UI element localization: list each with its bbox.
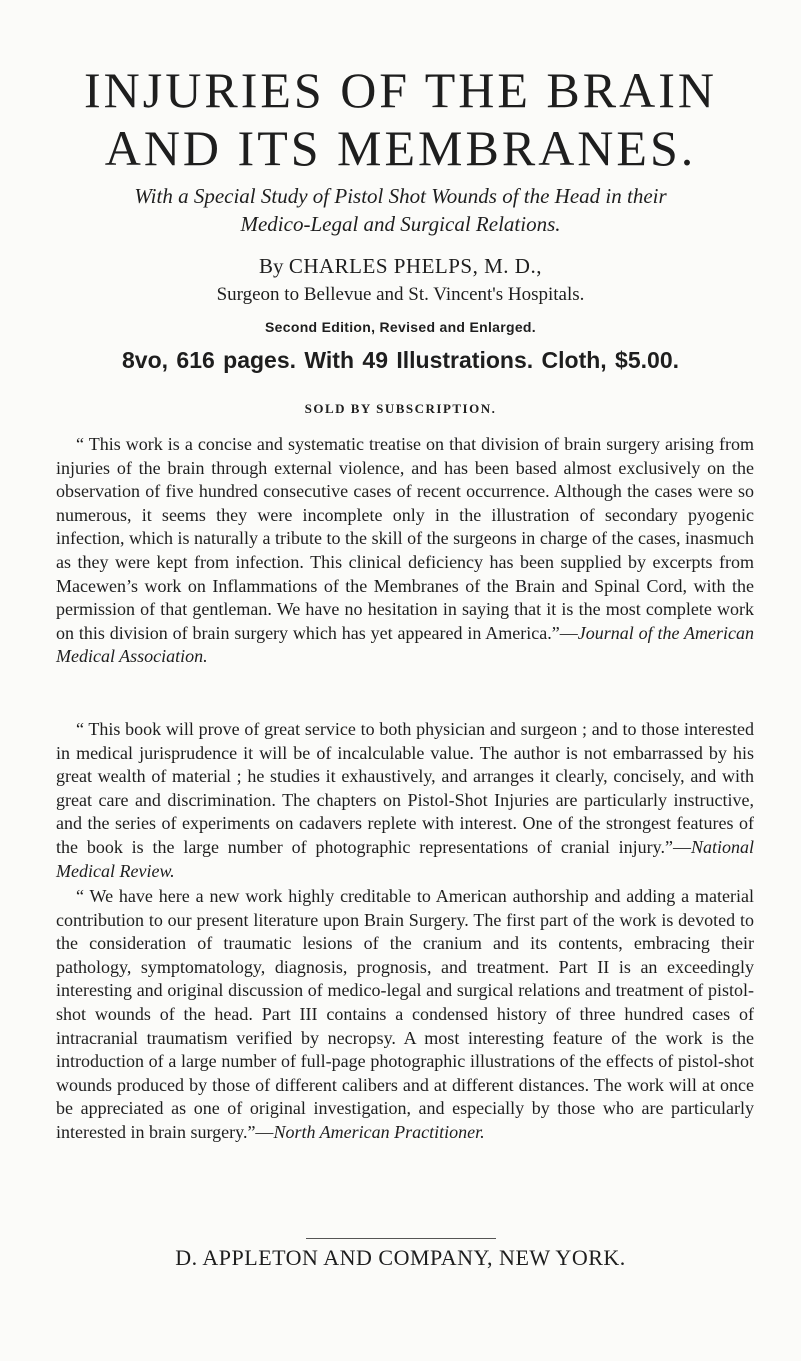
- review-source: Journal of the American Medical Association.: [56, 622, 754, 667]
- review-text: “ We have here a new work highly creditable to American authorship and adding a material contribution to our present literature upon Brain Surgery. The first part of the work is devoted to the consideration of traumatic lesions of the cranium and its contents, embracing their pathology, symptomatology, diagnosis, prognosis, and treatment. Part II is an exceedingly interesting and original discussion of medico-legal and surgical relations and treatment of pistol-shot wounds of the head. Part III contains a condensed history of three hundred cases of intracranial traumatism verified by necropsy. A most interesting feature of the work is the introduction of a large number of full-page photographic illustrations of the effects of pistol-shot wounds produced by those of different calibers and at different distances. The work will at once be appreciated as one of original investigation, and especially by those who are particularly interested in brain surgery.”—: [56, 886, 754, 1142]
- book-specs: 8vo, 616 pages. With 49 Illustrations. Cloth, $5.00.: [121, 347, 679, 373]
- review-source: National Medical Review.: [56, 836, 754, 881]
- review-quote: [56, 718, 754, 883]
- review-source: North American Practitioner.: [273, 1121, 485, 1142]
- author-name: CHARLES PHELPS, M. D.,: [288, 254, 542, 278]
- book-title-line-2: AND ITS MEMBRANES.: [104, 120, 697, 176]
- divider-rule: [306, 1238, 496, 1239]
- author-affiliation: Surgeon to Bellevue and St. Vincent's Hospitals.: [216, 284, 585, 305]
- author-prefix: By: [259, 254, 289, 278]
- publisher-imprint: D. APPLETON AND COMPANY, NEW YORK.: [175, 1245, 626, 1270]
- book-subtitle-line-2: Medico-Legal and Surgical Relations.: [240, 212, 561, 236]
- edition-note: Second Edition, Revised and Enlarged.: [265, 319, 536, 335]
- author-line: [0, 254, 801, 279]
- review-text: “ This work is a concise and systematic treatise on that division of brain surgery arising from injuries of the brain through external violence, and has been based almost exclusively on the observation of five hundred consecutive cases of recent occurrence. Although the cases were so numerous, it seems they were incomplete only in the illustration of secondary pyogenic infection, which is naturally a tribute to the skill of the surgeons in charge of the cases, inasmuch as they were kept from infection. This clinical deficiency has been supplied by excerpts from Macewen’s work on Inflammations of the Membranes of the Brain and Spinal Cord, with the permission of that gentleman. We have no hesitation in saying that it is the most complete work on this division of brain surgery which has yet appeared in America.”—: [56, 434, 754, 643]
- book-subtitle-line-1: With a Special Study of Pistol Shot Wounds of the Head in their: [134, 184, 667, 208]
- review-text: “ This book will prove of great service to both physician and surgeon ; and to those interested in medical jurisprudence it will be of incalculable value. The author is not embarrassed by his great wealth of material ; he studies it exhaustively, and arranges it clearly, concisely, and with great care and discrimination. The chapters on Pistol-Shot Injuries are particularly instructive, and the series of experiments on cadavers replete with interest. One of the strongest features of the book is the large number of photographic representations of cranial injury.”—: [56, 719, 754, 857]
- sale-note: SOLD BY SUBSCRIPTION.: [304, 401, 497, 416]
- review-quote: [56, 885, 754, 1145]
- book-title-line-1: INJURIES OF THE BRAIN: [84, 62, 717, 118]
- review-quote: [56, 433, 754, 669]
